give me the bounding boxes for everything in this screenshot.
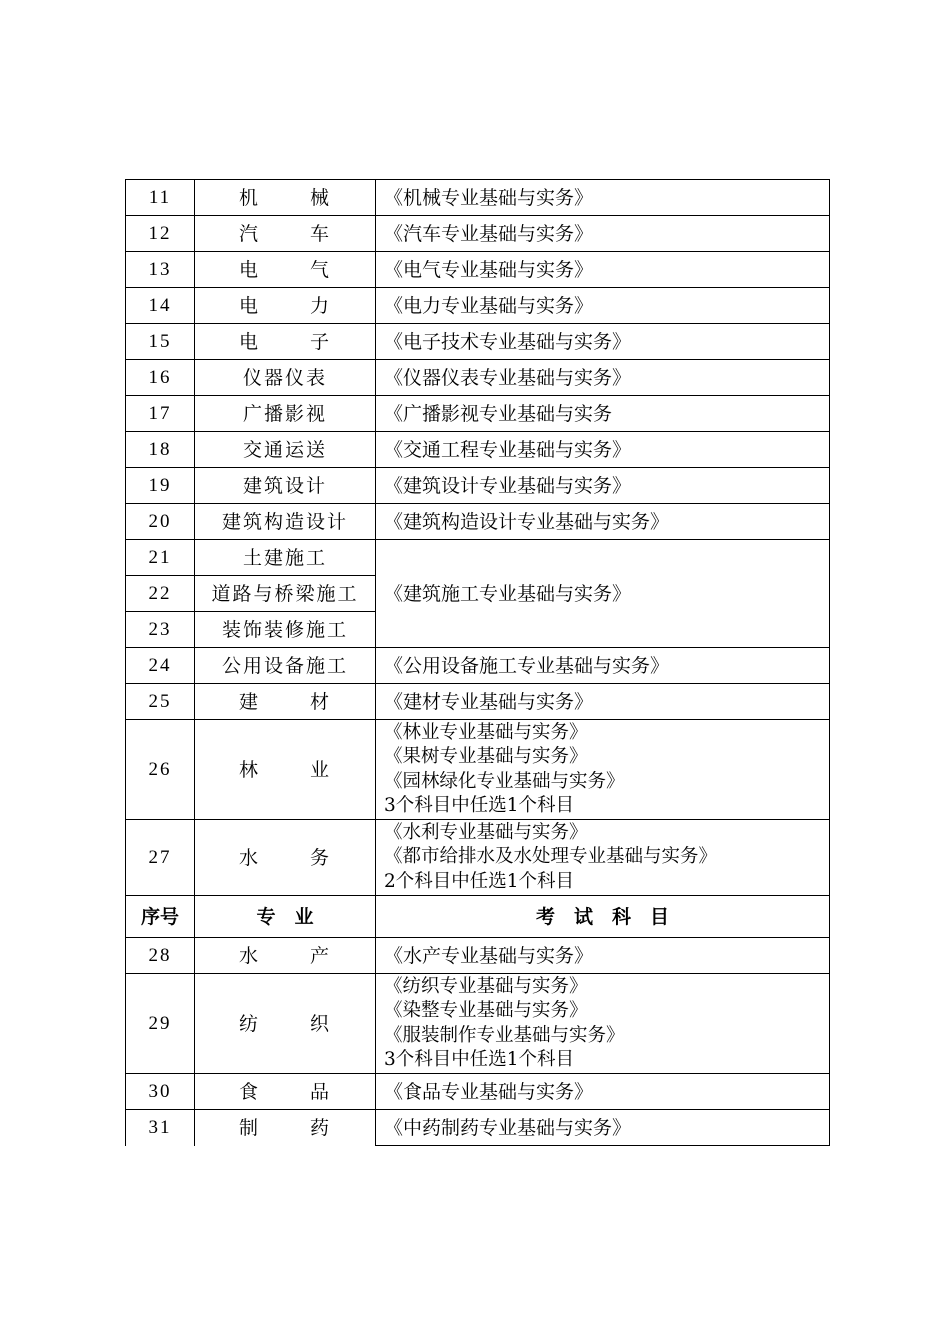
row-number: 19: [126, 468, 195, 504]
row-number: 25: [126, 684, 195, 720]
subject-note: 2个科目中任选1个科目: [384, 870, 575, 892]
table-row: [126, 540, 830, 576]
major-name: 建筑构造设计: [195, 504, 376, 540]
row-number: 20: [126, 504, 195, 540]
subject-option: 《都市给排水及水处理专业基础与实务》: [384, 846, 718, 868]
table-row: [126, 432, 830, 468]
exam-subject: 《仪器仪表专业基础与实务》: [376, 360, 830, 396]
exam-subject: 《食品专业基础与实务》: [376, 1074, 830, 1110]
major-name: 水 务: [195, 820, 376, 896]
subject-option: 《园林绿化专业基础与实务》: [384, 770, 625, 792]
table-row: [126, 504, 830, 540]
major-name: 土建施工: [195, 540, 376, 576]
exam-subject: 《电气专业基础与实务》: [376, 252, 830, 288]
subject-option: 《林业专业基础与实务》: [384, 721, 588, 743]
row-number: 30: [126, 1074, 195, 1110]
major-name: 水 产: [195, 938, 376, 974]
major-name: 建筑设计: [195, 468, 376, 504]
exam-subject: 《机械专业基础与实务》: [376, 180, 830, 216]
exam-subject: 《建筑施工专业基础与实务》: [376, 540, 830, 648]
table-row: [126, 1074, 830, 1110]
major-name: 电 气: [195, 252, 376, 288]
exam-subject-options: [376, 720, 830, 820]
row-number: 16: [126, 360, 195, 396]
table-row: [126, 820, 830, 896]
major-name: 纺 织: [195, 974, 376, 1074]
subject-option: 《纺织专业基础与实务》: [384, 975, 588, 997]
row-number: 18: [126, 432, 195, 468]
major-name: 电 子: [195, 324, 376, 360]
table-row: [126, 468, 830, 504]
row-number: 28: [126, 938, 195, 974]
subject-option: 《果树专业基础与实务》: [384, 746, 588, 767]
header-major: 专 业: [195, 896, 376, 938]
row-number: 17: [126, 396, 195, 432]
table-row: [126, 216, 830, 252]
table-row: [126, 720, 830, 820]
exam-subject: 《中药制药专业基础与实务》: [376, 1110, 830, 1146]
row-number: 15: [126, 324, 195, 360]
exam-subject-options: [376, 820, 830, 896]
subject-note: 3个科目中任选1个科目: [384, 1049, 575, 1070]
table-row: [126, 324, 830, 360]
major-name: 建 材: [195, 684, 376, 720]
major-name: 制 药: [195, 1110, 376, 1146]
major-name: 林 业: [195, 720, 376, 820]
exam-subject: 《汽车专业基础与实务》: [376, 216, 830, 252]
major-name: 道路与桥梁施工: [195, 576, 376, 612]
table-row: [126, 974, 830, 1074]
exam-subject: 《电力专业基础与实务》: [376, 288, 830, 324]
row-number: 26: [126, 720, 195, 820]
table-row: [126, 180, 830, 216]
row-number: 21: [126, 540, 195, 576]
header-subject: 考 试 科 目: [376, 896, 830, 938]
header-num: 序号: [126, 896, 195, 938]
major-name: 仪器仪表: [195, 360, 376, 396]
row-number: 14: [126, 288, 195, 324]
major-name: 机 械: [195, 180, 376, 216]
exam-subject: 《广播影视专业基础与实务: [376, 396, 830, 432]
table-row: [126, 396, 830, 432]
major-name: 电 力: [195, 288, 376, 324]
subject-option: 《水利专业基础与实务》: [384, 821, 588, 843]
table-row: [126, 360, 830, 396]
row-number: 12: [126, 216, 195, 252]
table-row: [126, 684, 830, 720]
exam-subject: 《建筑构造设计专业基础与实务》: [376, 504, 830, 540]
row-number: 24: [126, 648, 195, 684]
exam-subject: 《水产专业基础与实务》: [376, 938, 830, 974]
subject-option: 《染整专业基础与实务》: [384, 1000, 588, 1021]
table-row: [126, 288, 830, 324]
table-header-row: [126, 896, 830, 938]
exam-subject-table: [125, 179, 830, 1146]
major-name: 汽 车: [195, 216, 376, 252]
major-name: 广播影视: [195, 396, 376, 432]
major-name: 公用设备施工: [195, 648, 376, 684]
subject-option: 《服装制作专业基础与实务》: [384, 1024, 625, 1046]
major-name: 交通运送: [195, 432, 376, 468]
major-name: 装饰装修施工: [195, 612, 376, 648]
row-number: 31: [126, 1110, 195, 1146]
exam-subject: 《交通工程专业基础与实务》: [376, 432, 830, 468]
table-row: [126, 252, 830, 288]
row-number: 29: [126, 974, 195, 1074]
row-number: 11: [126, 180, 195, 216]
exam-subject-options: [376, 974, 830, 1074]
row-number: 23: [126, 612, 195, 648]
subject-note: 3个科目中任选1个科目: [384, 795, 575, 816]
row-number: 22: [126, 576, 195, 612]
exam-subject: 《电子技术专业基础与实务》: [376, 324, 830, 360]
major-name: 食 品: [195, 1074, 376, 1110]
table-row: [126, 938, 830, 974]
table-row: [126, 648, 830, 684]
table-row: [126, 1110, 830, 1146]
row-number: 27: [126, 820, 195, 896]
row-number: 13: [126, 252, 195, 288]
exam-subject: 《建筑设计专业基础与实务》: [376, 468, 830, 504]
exam-subject: 《建材专业基础与实务》: [376, 684, 830, 720]
exam-subject: 《公用设备施工专业基础与实务》: [376, 648, 830, 684]
